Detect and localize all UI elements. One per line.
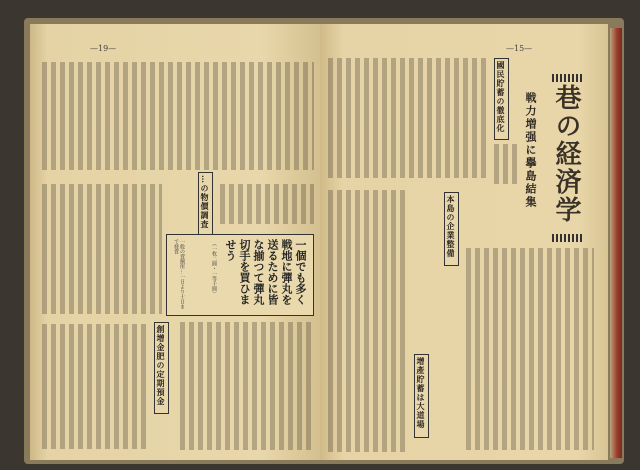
ad-note: （一枚二圓・一等千圓） <box>211 241 217 296</box>
text-block <box>220 184 314 224</box>
article-subtitle: 戦力増强に擧島結集 <box>524 92 537 209</box>
text-block <box>42 324 150 449</box>
title-ornament <box>552 74 582 82</box>
left-page <box>30 24 320 460</box>
page-number: —19— <box>90 44 117 53</box>
text-block <box>180 322 312 450</box>
section-heading: 國民貯蓄の徹底化 <box>494 58 509 140</box>
text-block <box>328 58 486 178</box>
title-ornament <box>552 234 582 242</box>
text-block <box>466 248 594 450</box>
text-block <box>494 144 518 184</box>
text-block <box>42 184 162 314</box>
page-number: —15— <box>506 44 533 53</box>
section-heading: 本島の企業整備 <box>444 192 459 266</box>
section-heading: 增產貯蓄は大道場 <box>414 354 429 438</box>
book-spread <box>24 18 624 464</box>
ad-footer: 一般の賣捌所…一日より十日まで發賣 <box>173 239 185 309</box>
article-title: 巷の経済学 <box>551 84 581 224</box>
ad-text: 一個でも多く戦地に彈丸を送るために皆な揃つて彈丸切手を買ひませう <box>224 239 307 305</box>
section-heading: …の物價調査 <box>198 172 213 236</box>
right-page <box>320 24 608 460</box>
page-edge <box>610 28 622 458</box>
text-block <box>42 62 314 170</box>
ad-box <box>166 234 314 316</box>
section-heading: 創增金肥の定期預金 <box>154 322 169 414</box>
text-block <box>328 190 408 452</box>
